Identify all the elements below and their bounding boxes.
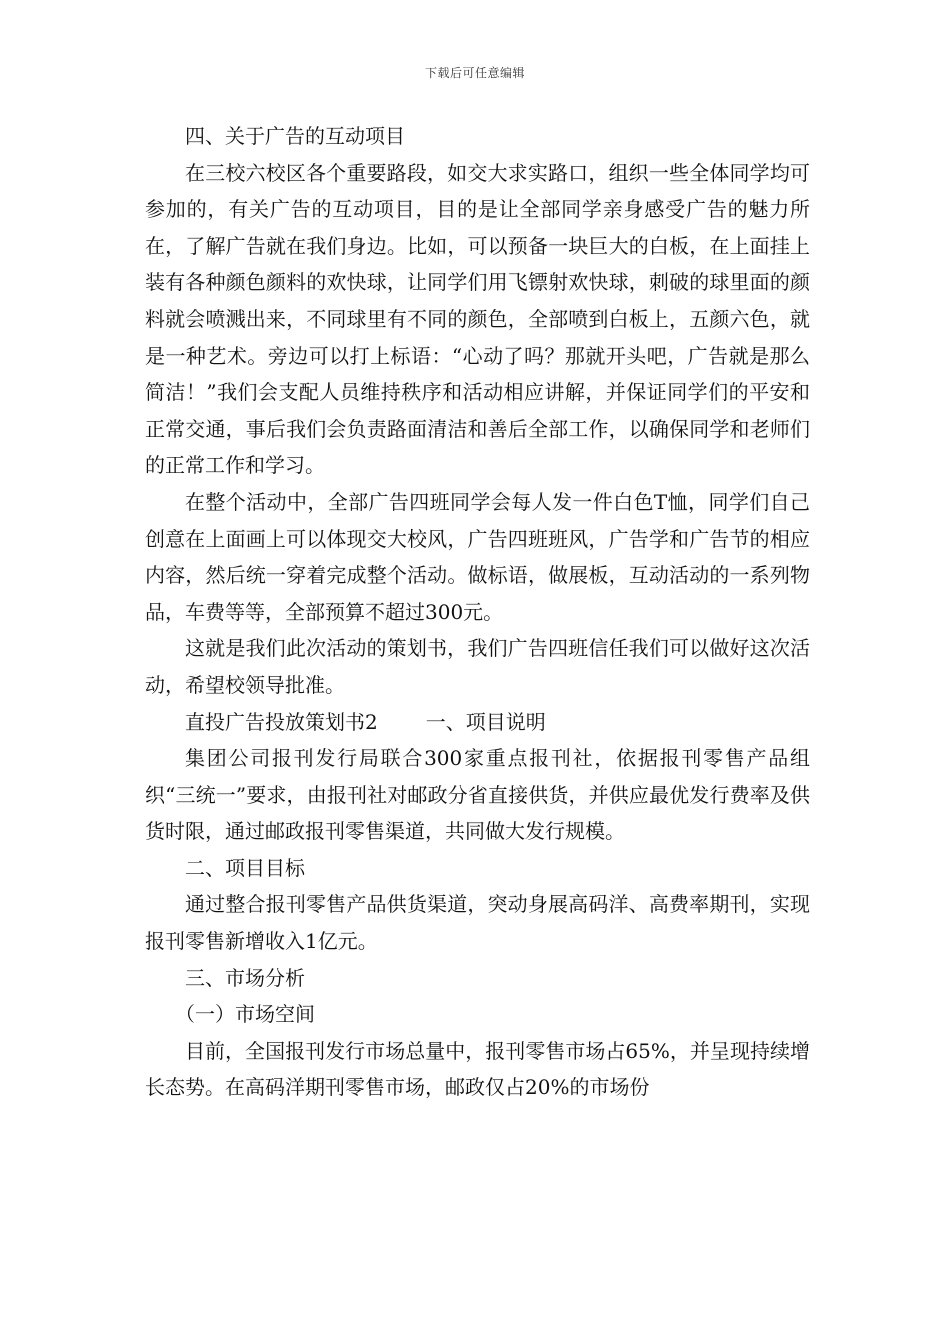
- doc2-title: 直投广告投放策划书2: [185, 709, 378, 734]
- section-4-heading: 四、关于广告的互动项目: [185, 124, 405, 148]
- page-header: 下载后可任意编辑: [424, 66, 525, 80]
- section-3-heading: 三、市场分析: [185, 965, 305, 990]
- doc2-title-line: [145, 704, 810, 741]
- paragraph-project-description: 集团公司报刊发行局联合300家重点报刊社，依据报刊零售产品组织“三统一”要求，由报刊社对邮政分省直接供货，并供应最优发行费率及供货时限，通过邮政报刊零售渠道，共同做大发行规模。: [145, 746, 810, 844]
- paragraph-market-analysis: 目前，全国报刊发行市场总量中，报刊零售市场占65%，并呈现持续增长态势。在高码洋期刊零售市场，邮政仅占20%的市场份: [145, 1038, 810, 1100]
- paragraph-project-goal: 通过整合报刊零售产品供货渠道，突动身展高码洋、高费率期刊，实现报刊零售新增收入1亿元。: [145, 892, 810, 954]
- subsection-1-heading: （一）市场空间: [175, 1002, 315, 1027]
- section-2-heading: 二、项目目标: [185, 855, 305, 880]
- paragraph-conclusion: 这就是我们此次活动的策划书，我们广告四班信任我们可以做好这次活动，希望校领导批准。: [145, 636, 810, 697]
- paragraph-tshirt-activity: 在整个活动中，全部广告四班同学会每人发一件白色T恤，同学们自己创意在上面画上可以体现交大校风，广告四班班风，广告学和广告节的相应内容，然后统一穿着完成整个活动。做标语，做展板，互动活动的一系列物品，车费等等，全部预算不超过300元。: [145, 489, 810, 624]
- document-body: [145, 118, 810, 1106]
- paragraph-interactive-project: 在三校六校区各个重要路段，如交大求实路口，组织一些全体同学均可参加的，有关广告的互动项目，目的是让全部同学亲身感受广告的魅力所在，了解广告就在我们身边。比如，可以预备一块巨大的白板，在上面挂上装有各种颜色颜料的欢快球，让同学们用飞镖射欢快球，刺破的球里面的颜料就会喷溅出来，不同球里有不同的颜色，全部喷到白板上，五颜六色，就是一种艺术。旁边可以打上标语：“心动了吗？那就开头吧，广告就是那么简洁！”我们会支配人员维持秩序和活动相应讲解，并保证同学们的平安和正常交通，事后我们会负责路面清洁和善后全部工作，以确保同学和老师们的正常工作和学习。: [145, 160, 810, 478]
- doc2-section-1-heading: 一、项目说明: [425, 709, 546, 734]
